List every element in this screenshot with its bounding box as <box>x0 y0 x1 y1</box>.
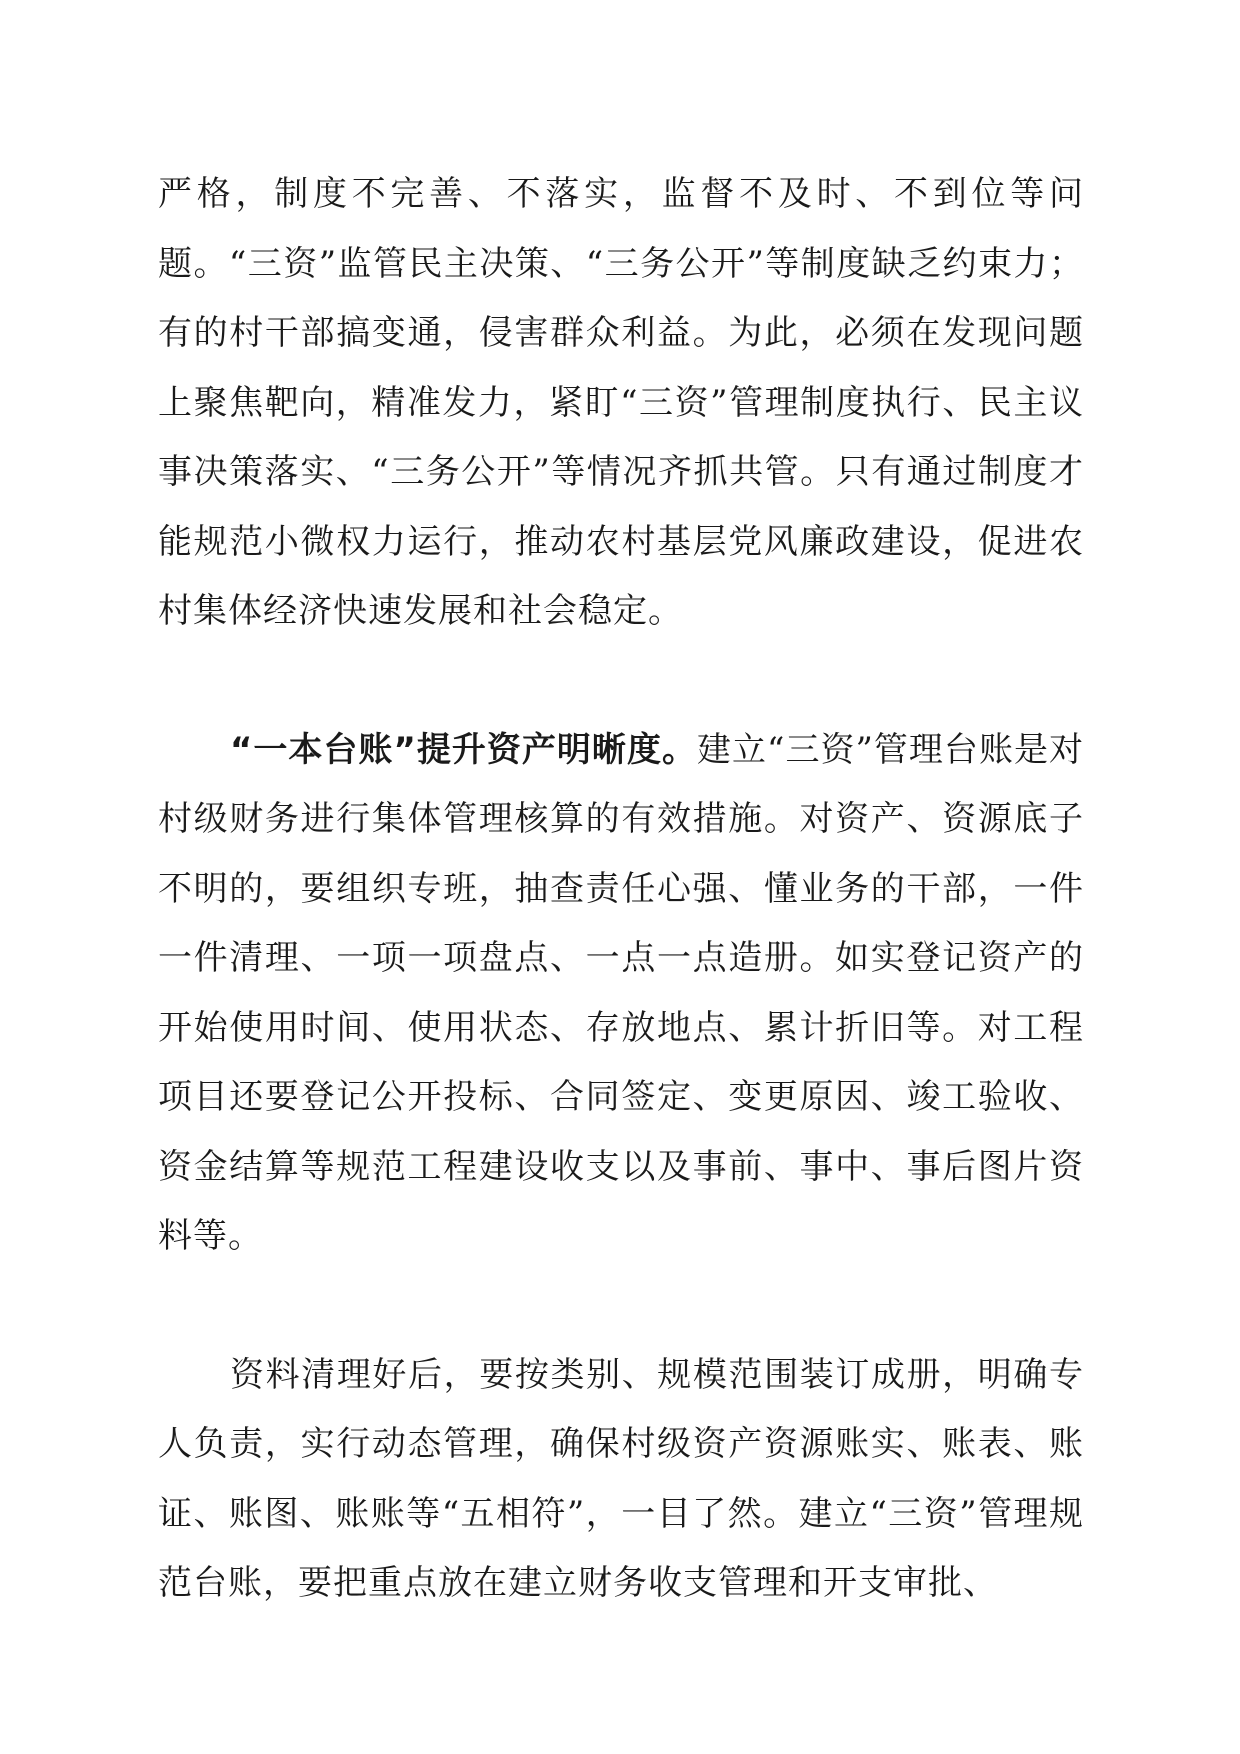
paragraph-3-text: 资料清理好后，要按类别、规模范围装订成册，明确专人负责，实行动态管理，确保村级资产资源账实、账表、账证、账图、账账等“五相符”，一目了然。建立“三资”管理规范台账，要把重点放在建立财务收支管理和开支审批、 <box>158 1354 1084 1603</box>
paragraph-3 <box>158 1341 1084 1619</box>
paragraph-2 <box>158 716 1084 1272</box>
paragraph-1-text: 严格，制度不完善、不落实，监督不及时、不到位等问题。“三资”监管民主决策、“三务公开”等制度缺乏约束力；有的村干部搞变通，侵害群众利益。为此，必须在发现问题上聚焦靶向，精准发力，紧盯“三资”管理制度执行、民主议事决策落实、“三务公开”等情况齐抓共管。只有通过制度才能规范小微权力运行，推动农村基层党风廉政建设，促进农村集体经济快速发展和社会稳定。 <box>158 174 1084 631</box>
paragraph-1 <box>158 160 1084 647</box>
document-page <box>158 160 1084 1619</box>
paragraph-2-heading: “一本台账”提升资产明晰度。 <box>230 729 697 770</box>
paragraph-2-text: 建立“三资”管理台账是对村级财务进行集体管理核算的有效措施。对资产、资源底子不明的，要组织专班，抽查责任心强、懂业务的干部，一件一件清理、一项一项盘点、一点一点造册。如实登记资产的开始使用时间、使用状态、存放地点、累计折旧等。对工程项目还要登记公开投标、合同签定、变更原因、竣工验收、资金结算等规范工程建设收支以及事前、事中、事后图片资料等。 <box>158 729 1084 1256</box>
